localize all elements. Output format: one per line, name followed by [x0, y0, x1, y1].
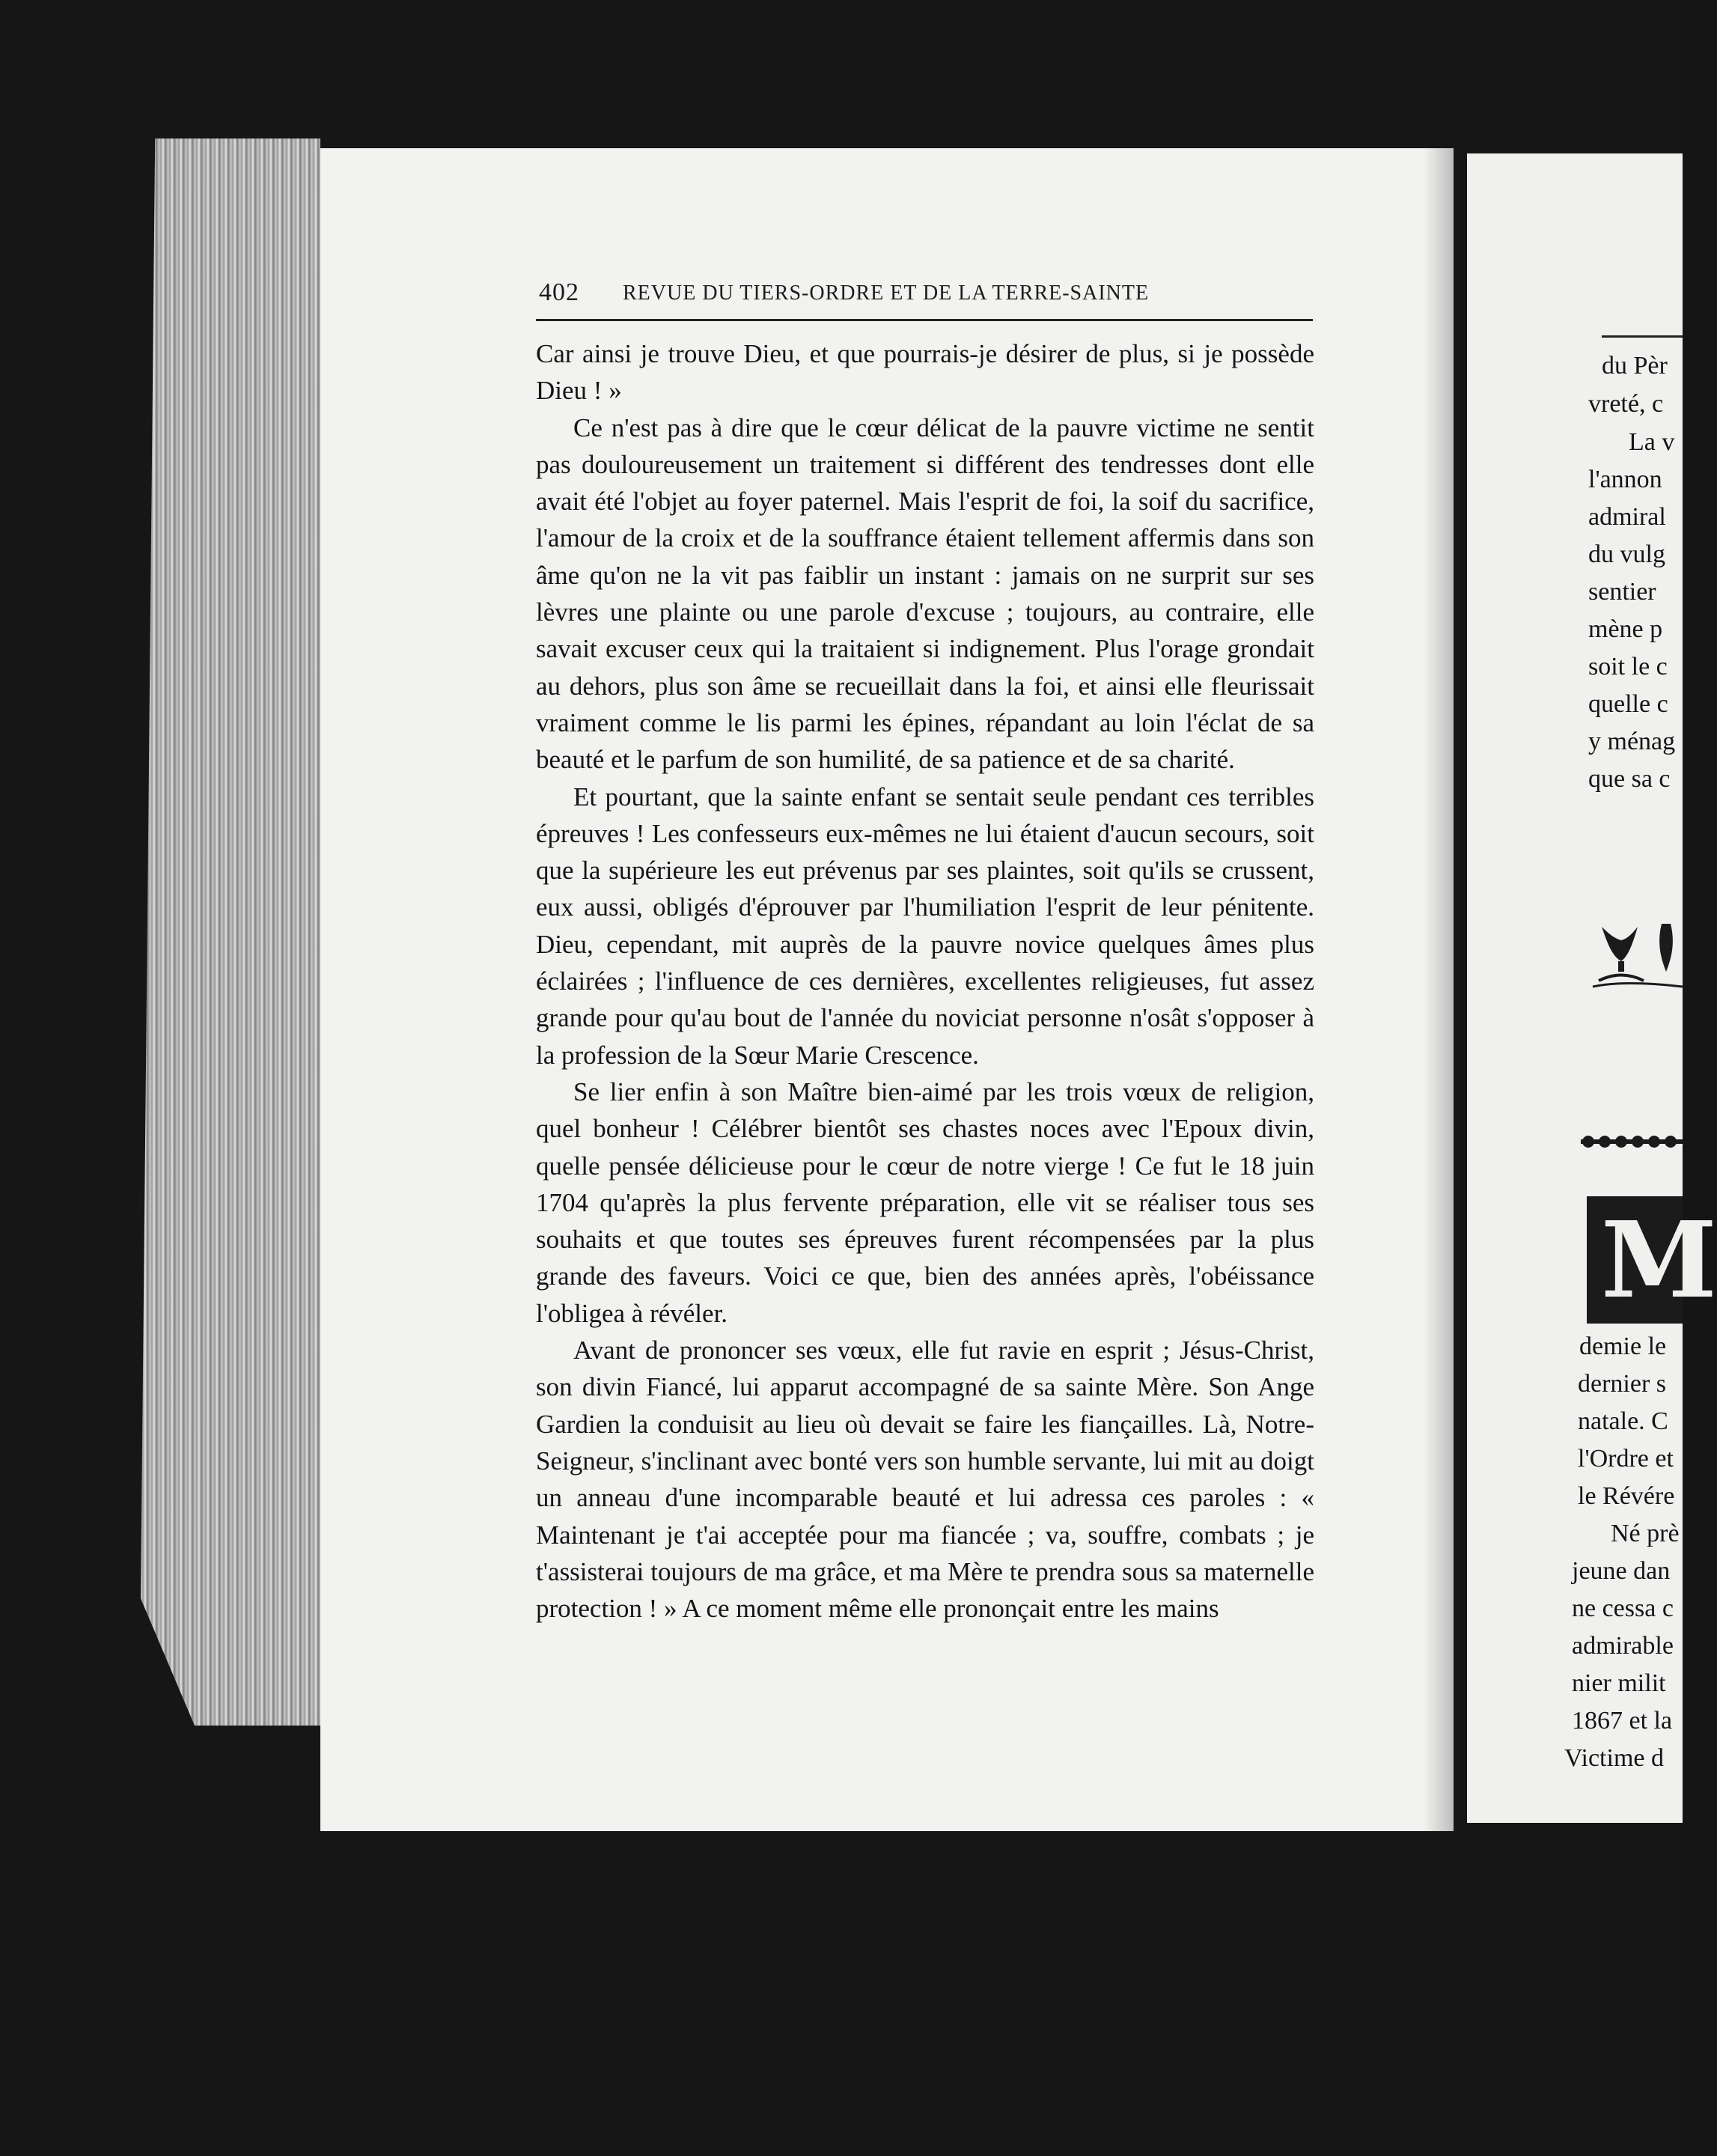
decorative-border-icon — [1581, 1133, 1683, 1150]
right-page-line: ne cessa c — [1572, 1595, 1674, 1622]
right-page-line: le Révére — [1578, 1482, 1675, 1510]
book-gutter — [1424, 148, 1454, 1831]
right-page-line: y ménag — [1588, 728, 1676, 755]
right-page-line: sentier — [1588, 578, 1656, 606]
right-page-line: admirable — [1572, 1632, 1674, 1660]
right-page-line: Né prè — [1611, 1520, 1680, 1547]
right-page-line: dernier s — [1578, 1370, 1667, 1398]
paragraph-5: Avant de prononcer ses vœux, elle fut ravie en esprit ; Jésus-Christ, son divin Fiancé, lui apparut accompagné de sa sainte Mère. Son Ange Gardien la conduisit au lieu où devait se faire les fiançailles. Là, Notre-Seigneur, s'inclinant avec bonté vers son humble servante, lui mit au doigt un anneau d'une incomparable beauté et lui adressa ces paroles : « Maintenant je t'ai acceptée pour ma fiancée ; va, souffre, combats ; je t'assisterai toujours de ma grâce, et ma Mère te prendra sous sa maternelle protection ! » A ce moment même elle prononçait entre les mains — [536, 1336, 1314, 1624]
running-title: REVUE DU TIERS-ORDRE ET DE LA TERRE-SAINTE — [623, 281, 1150, 305]
right-page-line: natale. C — [1578, 1407, 1668, 1435]
right-page-line: demie le — [1579, 1333, 1667, 1360]
page-number: 402 — [539, 278, 579, 306]
drop-cap-letter: M — [1601, 1199, 1717, 1322]
right-page-line: jeune dan — [1572, 1557, 1671, 1585]
right-page-line: soit le c — [1588, 653, 1668, 680]
body-text — [536, 335, 1314, 1627]
book-page-edges — [141, 138, 320, 1726]
fleuron-ornament-icon — [1591, 912, 1683, 994]
right-page-line: l'Ordre et — [1578, 1445, 1674, 1473]
drop-cap — [1587, 1196, 1717, 1324]
paragraph-2: Ce n'est pas à dire que le cœur délicat de la pauvre victime ne sentit pas douloureusement un traitement si différent des tendresses dont elle avait été l'objet au foyer paternel. Mais l'esprit de foi, la soif du sacrifice, l'amour de la croix et de la souffrance étaient tellement affermis dans son âme qu'on ne la vit pas faiblir un instant : jamais on ne surprit sur ses lèvres une plainte ou une parole d'excuse ; toujours, au contraire, elle savait excuser ceux qui la traitaient si indignement. Plus l'orage grondait au dehors, plus son âme se recueillait dans la foi, et ainsi elle fleurissait vraiment comme le lis parmi les épines, répandant au loin l'éclat de sa beauté et le parfum de son humilité, de sa patience et de sa charité. — [536, 412, 1314, 775]
right-page-line: La v — [1629, 428, 1675, 456]
right-page-line: Victime d — [1564, 1744, 1664, 1772]
header-rule — [536, 319, 1313, 321]
paragraph-1: Car ainsi je trouve Dieu, et que pourrais-je désirer de plus, si je possède Dieu ! » — [536, 339, 1314, 406]
right-page-line: admiral — [1588, 503, 1666, 531]
running-header — [539, 274, 1310, 308]
right-page-line: nier milit — [1572, 1669, 1666, 1697]
right-page-line: l'annon — [1588, 466, 1662, 493]
right-page-line: quelle c — [1588, 690, 1668, 718]
right-page-line: 1867 et la — [1572, 1707, 1673, 1735]
right-page-line: vreté, c — [1588, 390, 1664, 418]
right-page-line: mène p — [1588, 615, 1663, 643]
right-page-header-rule — [1602, 335, 1683, 338]
right-page-line: du Pèr — [1602, 352, 1668, 380]
paragraph-3: Et pourtant, que la sainte enfant se sentait seule pendant ces terribles épreuves ! Les confesseurs eux-mêmes ne lui étaient d'aucun secours, soit que la supérieure les eut prévenus par ses plaintes, soit qu'ils se crussent, eux aussi, obligés d'éprouver par l'humiliation l'esprit de leur pénitente. Dieu, cependant, mit auprès de la pauvre novice quelques âmes plus éclairées ; l'influence de ces dernières, excellentes religieuses, fut assez grande pour qu'au bout de l'année du noviciat personne n'osât s'opposer à la profession de la Sœur Marie Crescence. — [536, 782, 1314, 1070]
right-page-line: que sa c — [1588, 765, 1671, 793]
right-page-line: du vulg — [1588, 540, 1665, 568]
paragraph-4: Se lier enfin à son Maître bien-aimé par les trois vœux de religion, quel bonheur ! Célébrer bientôt ses chastes noces avec l'Epoux divin, quelle pensée délicieuse pour le cœur de notre vierge ! Ce fut le 18 juin 1704 qu'après la plus fervente préparation, elle vit se réaliser tous ses souhaits et que toutes ses épreuves furent récompensées par la plus grande des faveurs. Voici ce que, bien des années après, l'obéissance l'obligea à révéler. — [536, 1077, 1314, 1328]
